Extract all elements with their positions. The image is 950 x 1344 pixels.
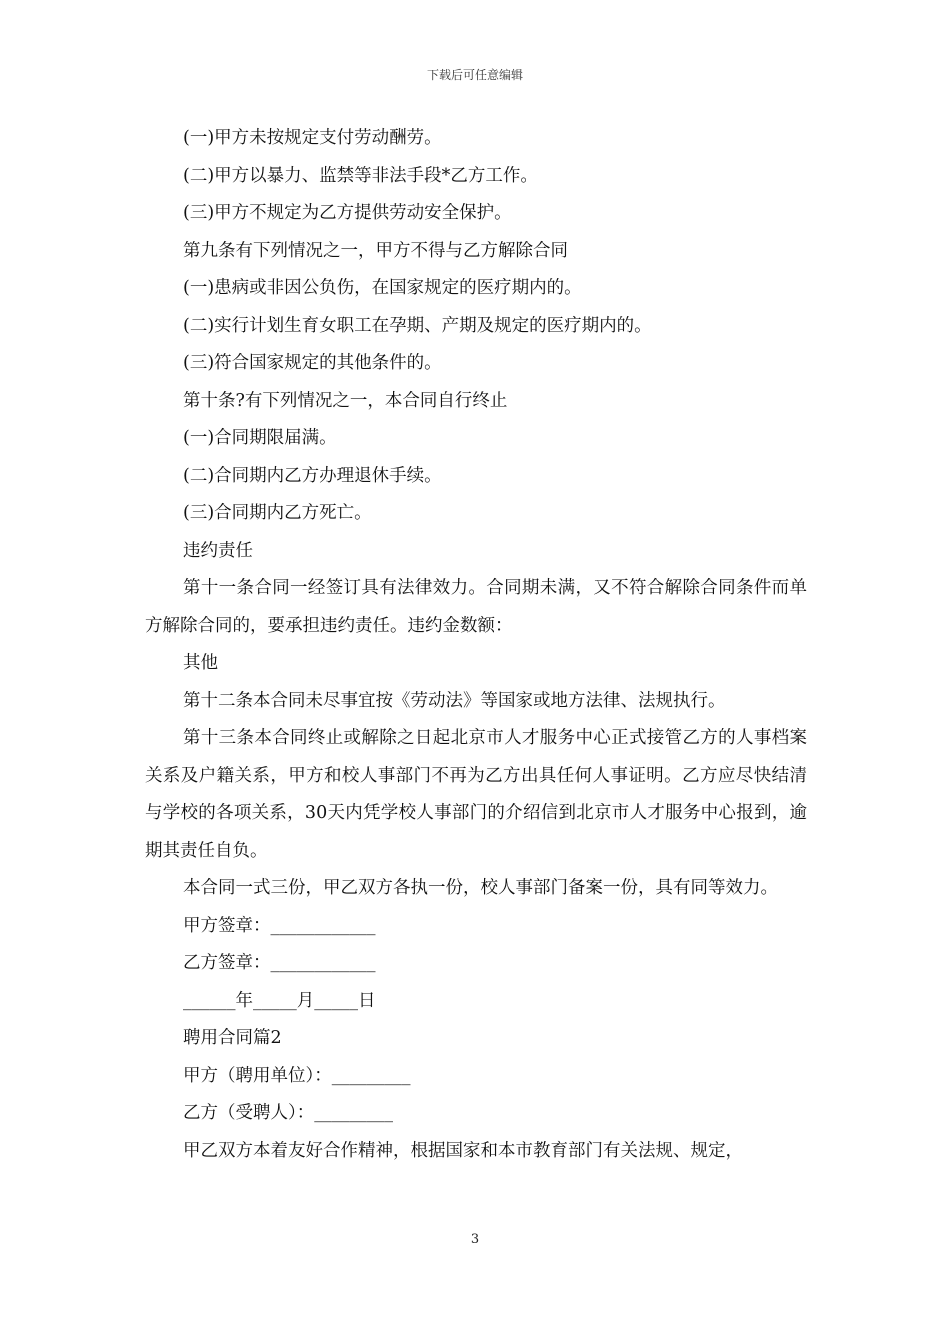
paragraph-clause-10-title: 第十条?有下列情况之一，本合同自行终止	[183, 390, 508, 411]
contract-2-title: 聘用合同篇2	[183, 1028, 282, 1048]
contract-2-intro: 甲乙双方本着友好合作精神，根据国家和本市教育部门有关法规、规定，	[183, 1140, 743, 1161]
paragraph-clause-13: 第十三条本合同终止或解除之日起北京市人才服务中心正式接管乙方的人事档案关系及户籍关系，甲方和校人事部门不再为乙方出具任何人事证明。乙方应尽快结清与学校的各项关系，30天内凭学校人事部门的介绍信到北京市人才服务中心报到，逾期其责任自负。	[145, 728, 807, 861]
paragraph-clause-11: 第十一条合同一经签订具有法律效力。合同期未满，又不符合解除合同条件而单方解除合同的，要承担违约责任。违约金数额：	[145, 578, 807, 636]
paragraph-clause-8-item-1: (一)甲方未按规定支付劳动酬劳。	[183, 128, 442, 148]
paragraph-clause-9-title: 第九条有下列情况之一，甲方不得与乙方解除合同	[183, 240, 568, 261]
signature-date: ______年_____月_____日	[183, 990, 376, 1011]
paragraph-clause-12: 第十二条本合同未尽事宜按《劳动法》等国家或地方法律、法规执行。	[183, 690, 726, 711]
contract-2-party-b: 乙方（受聘人）：_________	[183, 1103, 393, 1123]
paragraph-clause-9-item-1: (一)患病或非因公负伤，在国家规定的医疗期内的。	[183, 278, 582, 298]
paragraph-clause-10-item-1: (一)合同期限届满。	[183, 428, 337, 448]
paragraph-clause-10-item-2: (二)合同期内乙方办理退休手续。	[183, 465, 442, 486]
section-heading-other: 其他	[183, 653, 218, 673]
page-number: 3	[470, 1232, 480, 1247]
section-heading-breach: 违约责任	[183, 540, 253, 561]
page-header: 下载后可任意编辑	[426, 68, 523, 82]
paragraph-clause-9-item-3: (三)符合国家规定的其他条件的。	[183, 353, 442, 373]
paragraph-copies: 本合同一式三份，甲乙双方各执一份，校人事部门备案一份，具有同等效力。	[183, 878, 778, 898]
paragraph-clause-9-item-2: (二)实行计划生育女职工在孕期、产期及规定的医疗期内的。	[183, 315, 652, 336]
paragraph-clause-8-item-2: (二)甲方以暴力、监禁等非法手段*乙方工作。	[183, 165, 538, 186]
party-a-signature: 甲方签章：____________	[183, 915, 376, 936]
document-body	[145, 120, 807, 1170]
contract-2-party-a: 甲方（聘用单位）：_________	[183, 1065, 411, 1086]
party-b-signature: 乙方签章：____________	[183, 953, 376, 973]
paragraph-clause-8-item-3: (三)甲方不规定为乙方提供劳动安全保护。	[183, 203, 512, 223]
paragraph-clause-10-item-3: (三)合同期内乙方死亡。	[183, 503, 372, 523]
